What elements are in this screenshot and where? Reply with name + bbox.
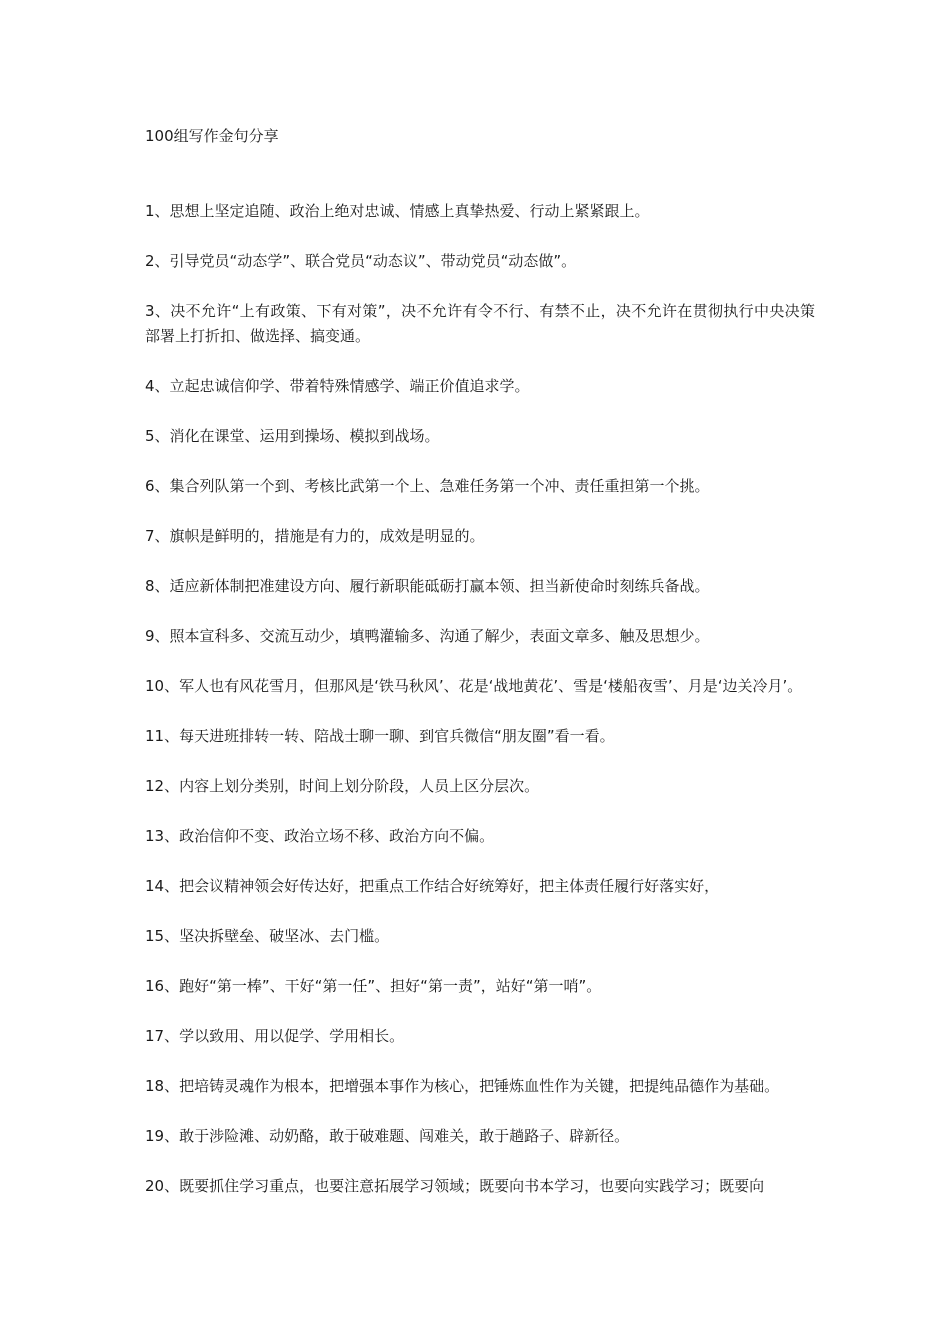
list-item: 5、消化在课堂、运用到操场、模拟到战场。	[145, 427, 440, 445]
list-item: 1、思想上坚定追随、政治上绝对忠诚、情感上真挚热爱、行动上紧紧跟上。	[145, 202, 650, 220]
list-item: 9、照本宣科多、交流互动少，填鸭灌输多、沟通了解少，表面文章多、触及思想少。	[145, 627, 710, 645]
document-title: 100组写作金句分享	[145, 127, 279, 145]
list-item: 13、政治信仰不变、政治立场不移、政治方向不偏。	[145, 827, 495, 845]
list-item: 19、敢于涉险滩、动奶酪，敢于破难题、闯难关，敢于趟路子、辟新径。	[145, 1127, 630, 1145]
list-item: 18、把培铸灵魂作为根本，把增强本事作为核心，把锤炼血性作为关键，把提纯品德作为基础。	[145, 1077, 780, 1095]
list-item: 17、学以致用、用以促学、学用相长。	[145, 1027, 405, 1045]
list-item: 10、军人也有风花雪月，但那风是‘铁马秋风’、花是‘战地黄花’、雪是‘楼船夜雪’、月是‘边关冷月’。	[145, 677, 803, 695]
list-item: 16、跑好“第一棒”、干好“第一任”、担好“第一责”，站好“第一哨”。	[145, 977, 602, 995]
list-item: 15、坚决拆壁垒、破坚冰、去门槛。	[145, 927, 390, 945]
list-item: 2、引导党员“动态学”、联合党员“动态议”、带动党员“动态做”。	[145, 252, 577, 270]
list-item: 14、把会议精神领会好传达好，把重点工作结合好统筹好，把主体责任履行好落实好，	[145, 877, 720, 895]
list-item: 11、每天进班排转一转、陪战士聊一聊、到官兵微信“朋友圈”看一看。	[145, 727, 615, 745]
list-item: 6、集合列队第一个到、考核比武第一个上、急难任务第一个冲、责任重担第一个挑。	[145, 477, 710, 495]
list-item: 8、适应新体制把准建设方向、履行新职能砥砺打赢本领、担当新使命时刻练兵备战。	[145, 577, 710, 595]
list-item: 7、旗帜是鲜明的，措施是有力的，成效是明显的。	[145, 527, 485, 545]
list-item: 3、决不允许“上有政策、下有对策”，决不允许有令不行、有禁不止，决不允许在贯彻执行中央决策部署上打折扣、做选择、搞变通。	[145, 302, 815, 345]
list-item: 4、立起忠诚信仰学、带着特殊情感学、端正价值追求学。	[145, 377, 530, 395]
list-item: 12、内容上划分类别，时间上划分阶段，人员上区分层次。	[145, 777, 540, 795]
sentence-list	[145, 199, 815, 1224]
list-item: 20、既要抓住学习重点，也要注意拓展学习领域；既要向书本学习，也要向实践学习；既要向	[145, 1177, 765, 1195]
